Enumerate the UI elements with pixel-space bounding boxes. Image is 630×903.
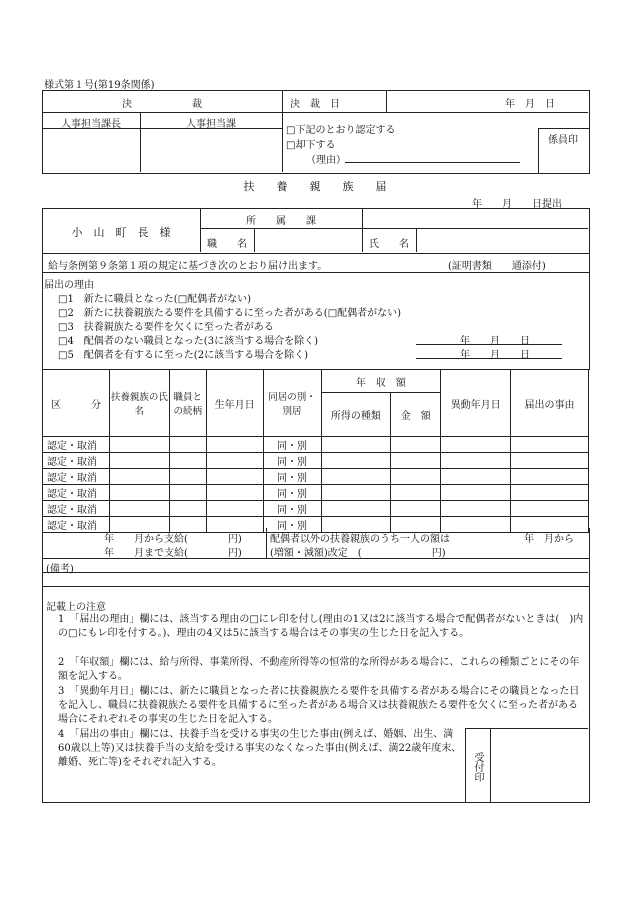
- hr-section-label: 人事担当課: [186, 119, 236, 130]
- dependents-table: [42, 369, 589, 533]
- table-cell[interactable]: [321, 485, 391, 501]
- reason-item-2[interactable]: □2 新たに扶養親族たる要件を具備するに至った者がある(□配偶者がない): [58, 308, 402, 319]
- table-cell[interactable]: [511, 469, 589, 485]
- row-category-cell[interactable]: 認定・取消: [43, 453, 110, 469]
- form-number: 様式第１号(第19条関係): [44, 80, 155, 91]
- income-header: 年 収 額: [321, 370, 441, 393]
- table-row: [43, 485, 589, 501]
- remarks-label: (備考): [46, 564, 74, 575]
- position-label: 職 名: [207, 239, 247, 250]
- decision-date-label: 決 裁 日: [290, 99, 340, 110]
- note-4: 4 「届出の事由」欄には、扶養手当を受ける事実の生じた事由(例えば、婚姻、出生、満60歳以上等)又は扶養手当の支給を受ける事実のなくなった事由(例えば、満22歳年度末、離婚、死亡等)をそれぞれ記入する。: [58, 729, 462, 768]
- table-row: [43, 453, 589, 469]
- dependent-name-header: 扶養親族の氏名: [109, 370, 169, 437]
- cohabit-header: 同居の別・別居: [263, 370, 321, 437]
- change-date-header: 異動年月日: [441, 370, 511, 437]
- allowance-until: 年 月まで支給( 円): [104, 548, 242, 559]
- table-cell[interactable]: [391, 501, 441, 517]
- table-cell[interactable]: [169, 469, 206, 485]
- notes-header: 記載上の注意: [46, 602, 106, 613]
- table-cell[interactable]: [321, 437, 391, 453]
- table-cell[interactable]: [206, 437, 263, 453]
- table-cell[interactable]: [169, 501, 206, 517]
- addressee: 小 山 町 長 様: [71, 226, 171, 239]
- row-category-cell[interactable]: 認定・取消: [43, 437, 110, 453]
- reasons-header: 届出の理由: [44, 280, 94, 291]
- row-cohabit-cell[interactable]: 同・別: [263, 485, 321, 501]
- position-field[interactable]: [254, 230, 360, 250]
- table-cell[interactable]: [441, 453, 511, 469]
- table-cell[interactable]: [206, 501, 263, 517]
- category-header: 区 分: [43, 370, 110, 437]
- table-cell[interactable]: [109, 437, 169, 453]
- hr-chief-label: 人事担当課長: [61, 119, 121, 130]
- table-row: [43, 501, 589, 517]
- approve-option[interactable]: □下記のとおり認定する: [286, 125, 396, 136]
- table-cell[interactable]: [206, 485, 263, 501]
- reason-item-5[interactable]: □5 配偶者を有するに至った(2に該当する場合を除く): [58, 350, 308, 361]
- revision-text: (増額・減額)改定 ( 円): [270, 548, 446, 559]
- table-cell[interactable]: [321, 469, 391, 485]
- name-label: 氏 名: [369, 239, 409, 250]
- birth-header: 生年月日: [206, 370, 263, 437]
- reason-item-1[interactable]: □1 新たに職員となった(□配偶者がない): [58, 294, 252, 305]
- table-cell[interactable]: [169, 485, 206, 501]
- table-cell[interactable]: [391, 437, 441, 453]
- row-category-cell[interactable]: 認定・取消: [43, 485, 110, 501]
- single-amount-text: 配偶者以外の扶養親族のうち一人の額は: [270, 534, 450, 545]
- reason-label: （理由）: [306, 155, 346, 166]
- table-cell[interactable]: [391, 485, 441, 501]
- row-category-cell[interactable]: 認定・取消: [43, 469, 110, 485]
- table-cell[interactable]: [206, 469, 263, 485]
- amount-header: 金 額: [391, 393, 441, 437]
- note-2: 2 「年収額」欄には、給与所得、事業所得、不動産所得等の恒常的な所得がある場合に、これらの種類ごとにその年額を記入する。: [58, 657, 580, 682]
- relation-header: 職員との続柄: [169, 370, 206, 437]
- table-cell[interactable]: [169, 453, 206, 469]
- row-cohabit-cell[interactable]: 同・別: [263, 469, 321, 485]
- table-cell[interactable]: [109, 485, 169, 501]
- table-cell[interactable]: [511, 453, 589, 469]
- reason-5-date: 年 月 日: [460, 350, 530, 361]
- intro-text: 給与条例第９条第１項の規定に基づき次のとおり届け出ます。: [48, 261, 328, 272]
- table-cell[interactable]: [109, 469, 169, 485]
- row-cohabit-cell[interactable]: 同・別: [263, 517, 321, 533]
- staff-seal-label: 係員印: [548, 135, 578, 146]
- table-cell[interactable]: [441, 485, 511, 501]
- table-cell[interactable]: [321, 501, 391, 517]
- table-cell[interactable]: [441, 501, 511, 517]
- table-cell[interactable]: [391, 453, 441, 469]
- reason-item-3[interactable]: □3 扶養親族たる要件を欠くに至った者がある: [58, 322, 274, 333]
- table-cell[interactable]: [109, 453, 169, 469]
- notify-reason-header: 届出の事由: [511, 370, 589, 437]
- row-category-cell[interactable]: 認定・取消: [43, 501, 110, 517]
- note-1: 1 「届出の理由」欄には、該当する理由の□にレ印を付し(理由の1又は2に該当する場合で配偶者がないときは( )内の□にもレ印を付する。)、理由の4又は5に該当する場合はその事実の生じた日を記入する。: [58, 614, 584, 639]
- table-cell[interactable]: [511, 485, 589, 501]
- table-cell[interactable]: [169, 437, 206, 453]
- decision-label: 決 裁: [122, 99, 202, 110]
- note-3: 3 「異動年月日」欄には、新たに職員となった者に扶養親族たる要件を具備する者がある場合にその職員となった日を記入し、職員に扶養親族たる要件を具備するに至った者がある場合又は扶養親族たる要件を欠くに至った者がある場合にそれぞれその事実の生じた日を記入する。: [58, 686, 580, 725]
- department-label: 所 属 課: [246, 216, 316, 227]
- table-cell[interactable]: [511, 437, 589, 453]
- row-cohabit-cell[interactable]: 同・別: [263, 501, 321, 517]
- row-cohabit-cell[interactable]: 同・別: [263, 453, 321, 469]
- income-type-header: 所得の種類: [321, 393, 391, 437]
- table-row: [43, 437, 589, 453]
- table-cell[interactable]: [109, 501, 169, 517]
- table-cell[interactable]: [321, 453, 391, 469]
- docs-text: (証明書類 通添付): [448, 261, 546, 272]
- table-cell[interactable]: [511, 501, 589, 517]
- reason-4-date: 年 月 日: [460, 336, 530, 347]
- reason-item-4[interactable]: □4 配偶者のない職員となった(3に該当する場合を除く): [58, 336, 318, 347]
- department-field[interactable]: [362, 210, 586, 227]
- single-amount-from: 年 月から: [524, 534, 574, 545]
- table-cell[interactable]: [441, 469, 511, 485]
- row-cohabit-cell[interactable]: 同・別: [263, 437, 321, 453]
- receipt-label: 受付印: [472, 752, 483, 782]
- table-row: [43, 469, 589, 485]
- submit-date: 年 月 日提出: [472, 199, 562, 210]
- reject-option[interactable]: □却下する: [286, 140, 336, 151]
- allowance-from: 年 月から支給( 円): [104, 534, 242, 545]
- applicant-name-field[interactable]: [417, 230, 585, 250]
- row-category-cell[interactable]: 認定・取消: [43, 517, 110, 533]
- table-cell[interactable]: [391, 469, 441, 485]
- page-title: 扶 養 親 族 届: [243, 180, 387, 193]
- table-cell[interactable]: [441, 437, 511, 453]
- receipt-seal-area: [489, 728, 588, 803]
- table-cell[interactable]: [206, 453, 263, 469]
- decision-date: 年 月 日: [505, 99, 555, 110]
